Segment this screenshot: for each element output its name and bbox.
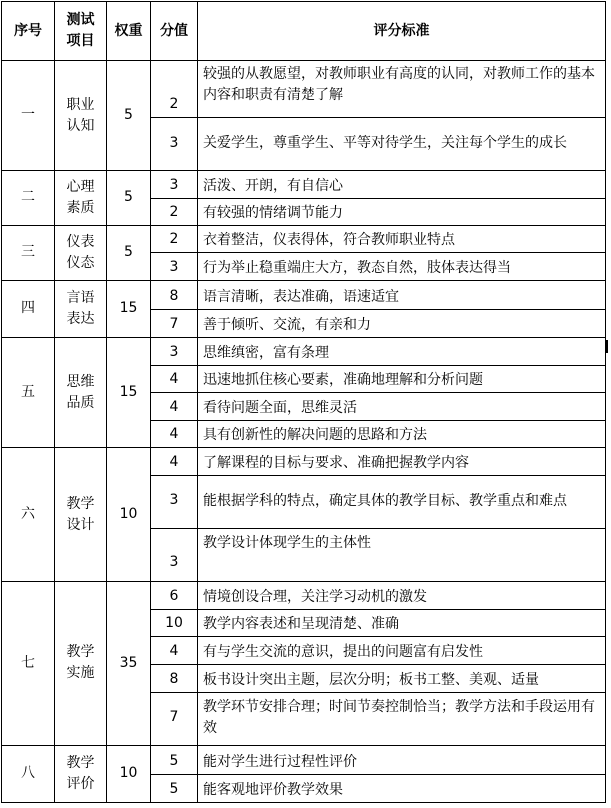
row-score: 7 (151, 692, 198, 745)
group-index: 二 (2, 171, 55, 225)
group-weight: 10 (107, 745, 151, 802)
header-weight: 权重 (107, 2, 151, 61)
row-score: 6 (151, 582, 198, 610)
row-score: 2 (151, 198, 198, 225)
row-criteria: 迅速地抓住核心要素，准确地理解和分析问题 (198, 365, 606, 393)
row-criteria: 教学内容表述和呈现清楚、准确 (198, 609, 606, 637)
table-row (2, 337, 606, 365)
row-score: 3 (151, 253, 198, 281)
group-index: 七 (2, 582, 55, 746)
row-score: 4 (151, 393, 198, 421)
row-criteria: 能根据学科的特点，确定具体的教学目标、教学重点和难点 (198, 475, 606, 528)
row-score: 3 (151, 171, 198, 199)
row-criteria: 板书设计突出主题，层次分明；板书工整、美观、适量 (198, 664, 606, 692)
group-item: 心理 素质 (55, 171, 107, 225)
group-item: 言语 表达 (55, 280, 107, 337)
row-criteria: 看待问题全面，思维灵活 (198, 393, 606, 421)
group-weight: 10 (107, 448, 151, 582)
group-item: 教学 设计 (55, 448, 107, 582)
row-score: 7 (151, 310, 198, 338)
row-criteria: 善于倾听、交流，有亲和力 (198, 310, 606, 338)
group-index: 八 (2, 745, 55, 802)
table-row (2, 225, 606, 253)
row-criteria: 情境创设合理，关注学习动机的激发 (198, 582, 606, 610)
table-row (2, 582, 606, 610)
table-row (2, 61, 606, 118)
row-criteria: 行为举止稳重端庄大方，教态自然，肢体表达得当 (198, 253, 606, 281)
row-criteria: 衣着整洁，仪表得体，符合教师职业特点 (198, 225, 606, 253)
group-index: 六 (2, 448, 55, 582)
row-score: 4 (151, 448, 198, 476)
row-score: 5 (151, 745, 198, 775)
row-criteria: 关爱学生，尊重学生、平等对待学生，关注每个学生的成长 (198, 118, 606, 171)
header-item: 测试 项目 (55, 2, 107, 61)
row-score: 3 (151, 337, 198, 365)
group-weight: 15 (107, 337, 151, 447)
row-criteria: 教学设计体现学生的主体性 (198, 529, 606, 582)
group-weight: 5 (107, 61, 151, 171)
header-index: 序号 (2, 2, 55, 61)
group-index: 五 (2, 337, 55, 447)
row-criteria: 思维缜密，富有条理 (198, 337, 606, 365)
row-criteria: 较强的从教愿望，对教师职业有高度的认同，对教师工作的基本内容和职责有清楚了解 (198, 61, 606, 118)
row-score: 3 (151, 475, 198, 528)
group-index: 一 (2, 61, 55, 171)
row-score: 4 (151, 365, 198, 393)
group-weight: 15 (107, 280, 151, 337)
row-score: 8 (151, 664, 198, 692)
row-criteria: 具有创新性的解决问题的思路和方法 (198, 420, 606, 448)
row-score: 4 (151, 637, 198, 665)
header-criteria: 评分标准 (198, 2, 606, 61)
table-row (2, 448, 606, 476)
row-score: 3 (151, 118, 198, 171)
row-criteria: 有与学生交流的意识，提出的问题富有启发性 (198, 637, 606, 665)
scoring-table (1, 1, 606, 803)
group-index: 三 (2, 225, 55, 280)
row-criteria: 能对学生进行过程性评价 (198, 745, 606, 775)
row-score: 3 (151, 529, 198, 582)
row-score: 2 (151, 61, 198, 118)
table-row (2, 280, 606, 310)
row-criteria: 了解课程的目标与要求、准确把握教学内容 (198, 448, 606, 476)
group-item: 教学 评价 (55, 745, 107, 802)
row-score: 8 (151, 280, 198, 310)
row-criteria: 活泼、开朗，有自信心 (198, 171, 606, 199)
group-weight: 35 (107, 582, 151, 746)
row-score: 4 (151, 420, 198, 448)
table-row (2, 171, 606, 199)
group-index: 四 (2, 280, 55, 337)
row-score: 10 (151, 609, 198, 637)
group-item: 教学 实施 (55, 582, 107, 746)
row-criteria: 能客观地评价教学效果 (198, 775, 606, 803)
row-score: 2 (151, 225, 198, 253)
row-score: 5 (151, 775, 198, 803)
edge-mark (605, 340, 608, 353)
group-item: 思维 品质 (55, 337, 107, 447)
group-weight: 5 (107, 171, 151, 225)
group-item: 职业 认知 (55, 61, 107, 171)
row-criteria: 语言清晰，表达准确，语速适宜 (198, 280, 606, 310)
group-weight: 5 (107, 225, 151, 280)
row-criteria: 有较强的情绪调节能力 (198, 198, 606, 225)
table-row (2, 745, 606, 775)
header-score: 分值 (151, 2, 198, 61)
group-item: 仪表 仪态 (55, 225, 107, 280)
header-row (2, 2, 606, 61)
row-criteria: 教学环节安排合理；时间节奏控制恰当；教学方法和手段运用有效 (198, 692, 606, 745)
